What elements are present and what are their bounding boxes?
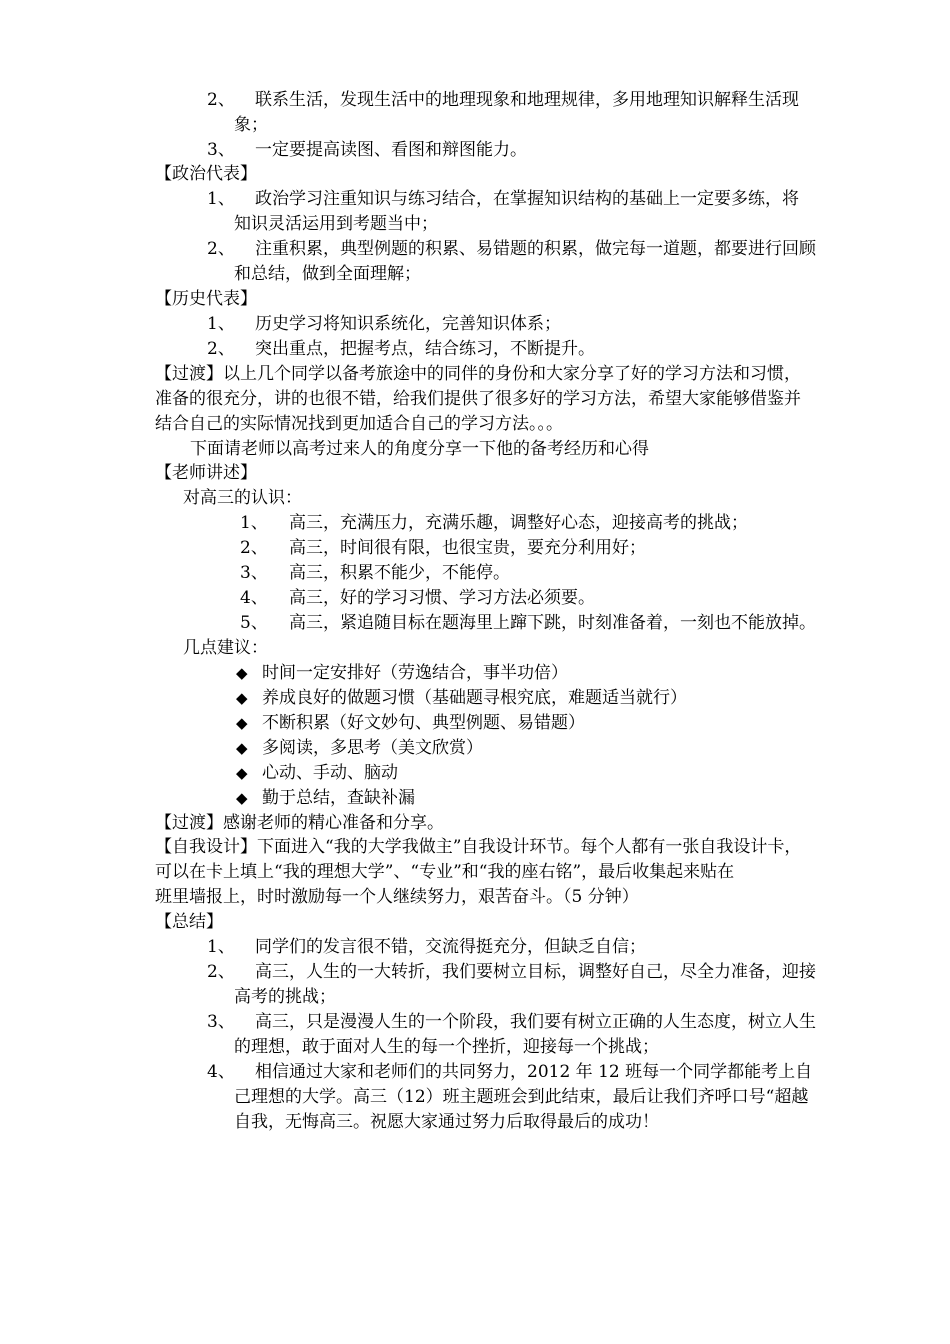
list-number: 2、 [207, 339, 235, 359]
suggestion-item: 养成良好的做题习惯（基础题寻根究底，难题适当就行） [262, 688, 687, 708]
list-item-text: 高三，时间很有限，也很宝贵，要充分利用好； [289, 538, 646, 558]
list-item-text: 和总结，做到全面理解； [234, 264, 421, 284]
section-heading-history: 【历史代表】 [155, 289, 257, 309]
list-item-text: 政治学习注重知识与练习结合，在掌握知识结构的基础上一定要多练，将 [255, 189, 799, 209]
list-item-text: 高三，积累不能少，不能停。 [289, 563, 510, 583]
section-heading-teacher: 【老师讲述】 [155, 463, 257, 483]
diamond-bullet-icon: ◆ [236, 739, 248, 757]
list-item-text: 高三，只是漫漫人生的一个阶段，我们要有树立正确的人生态度，树立人生 [255, 1012, 816, 1032]
suggestion-item: 心动、手动、脑动 [262, 763, 398, 783]
list-item-text: 己理想的大学。高三（12）班主题班会到此结束，最后让我们齐呼口号“超越 [234, 1087, 809, 1107]
section-heading-politics: 【政治代表】 [155, 164, 257, 184]
list-item-text: 高三，人生的一大转折，我们要树立目标，调整好自己，尽全力准备，迎接 [255, 962, 816, 982]
section-heading-summary: 【总结】 [155, 912, 223, 932]
list-number: 1、 [207, 189, 235, 209]
list-item-text: 自我，无悔高三。祝愿大家通过努力后取得最后的成功！ [234, 1112, 659, 1132]
self-design-paragraph: 可以在卡上填上“我的理想大学”、“专业”和“我的座右铭”，最后收集起来贴在 [155, 862, 735, 882]
list-item-text: 象； [234, 115, 268, 135]
list-number: 2、 [240, 538, 268, 558]
list-number: 4、 [240, 588, 268, 608]
diamond-bullet-icon: ◆ [236, 764, 248, 782]
list-item-text: 高三，好的学习习惯、学习方法必须要。 [289, 588, 595, 608]
list-item-text: 联系生活，发现生活中的地理现象和地理规律，多用地理知识解释生活现 [255, 90, 799, 110]
suggestion-item: 不断积累（好文妙句、典型例题、易错题） [262, 713, 585, 733]
self-design-paragraph: 班里墙报上，时时激励每一个人继续努力，艰苦奋斗。（5 分钟） [155, 887, 639, 907]
list-item-text: 同学们的发言很不错，交流得挺充分，但缺乏自信； [255, 937, 646, 957]
list-number: 2、 [207, 962, 235, 982]
list-item-text: 知识灵活运用到考题当中； [234, 214, 438, 234]
list-item-text: 高三，充满压力，充满乐趣，调整好心态，迎接高考的挑战； [289, 513, 748, 533]
diamond-bullet-icon: ◆ [236, 689, 248, 707]
subheading-understanding: 对高三的认识： [183, 488, 302, 508]
list-item-text: 的理想，敢于面对人生的每一个挫折，迎接每一个挑战； [234, 1037, 659, 1057]
list-number: 3、 [240, 563, 268, 583]
suggestion-item: 时间一定安排好（劳逸结合，事半功倍） [262, 663, 568, 683]
transition-paragraph: 【过渡】以上几个同学以备考旅途中的同伴的身份和大家分享了好的学习方法和习惯， [155, 364, 801, 384]
list-number: 3、 [207, 140, 235, 160]
transition-paragraph: 结合自己的实际情况找到更加适合自己的学习方法。。。 [155, 414, 563, 434]
list-number: 5、 [240, 613, 268, 633]
diamond-bullet-icon: ◆ [236, 714, 248, 732]
self-design-paragraph: 【自我设计】下面进入“我的大学我做主”自我设计环节。每个人都有一张自我设计卡， [155, 837, 802, 857]
transition-line: 【过渡】感谢老师的精心准备和分享。 [155, 813, 444, 833]
list-number: 1、 [207, 937, 235, 957]
suggestion-item: 勤于总结，查缺补漏 [262, 788, 415, 808]
list-item-text: 注重积累，典型例题的积累、易错题的积累，做完每一道题，都要进行回顾 [255, 239, 816, 259]
list-number: 2、 [207, 90, 235, 110]
list-item-text: 相信通过大家和老师们的共同努力，2012 年 12 班每一个同学都能考上自 [255, 1062, 813, 1082]
list-number: 4、 [207, 1062, 235, 1082]
list-item-text: 一定要提高读图、看图和辩图能力。 [255, 140, 527, 160]
list-item-text: 突出重点，把握考点，结合练习，不断提升。 [255, 339, 595, 359]
list-number: 1、 [207, 314, 235, 334]
diamond-bullet-icon: ◆ [236, 664, 248, 682]
diamond-bullet-icon: ◆ [236, 789, 248, 807]
transition-paragraph: 准备的很充分，讲的也很不错，给我们提供了很多好的学习方法，希望大家能够借鉴并 [155, 389, 801, 409]
list-item-text: 高考的挑战； [234, 987, 336, 1007]
list-number: 1、 [240, 513, 268, 533]
teacher-intro: 下面请老师以高考过来人的角度分享一下他的备考经历和心得 [190, 439, 649, 459]
subheading-suggestions: 几点建议： [183, 638, 268, 658]
suggestion-item: 多阅读，多思考（美文欣赏） [262, 738, 483, 758]
list-item-text: 历史学习将知识系统化，完善知识体系； [255, 314, 561, 334]
list-item-text: 高三，紧追随目标在题海里上蹿下跳，时刻准备着，一刻也不能放掉。 [289, 613, 816, 633]
list-number: 3、 [207, 1012, 235, 1032]
list-number: 2、 [207, 239, 235, 259]
